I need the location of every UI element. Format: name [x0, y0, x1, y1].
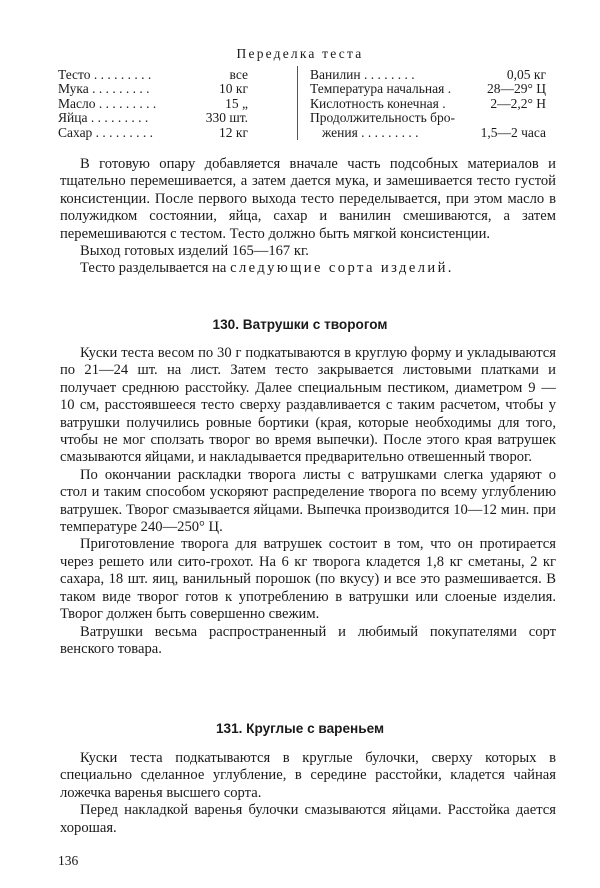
ingredient-row — [58, 111, 294, 125]
parameter-label: Ванилин . . . . . . . . — [310, 67, 415, 82]
ingredient-label: Сахар . . . . . . . . . — [58, 124, 154, 140]
ingredients-left-list — [58, 68, 294, 140]
section-131-body — [60, 750, 556, 837]
parameter-label: Продолжительность бро- — [310, 110, 455, 126]
parameter-row — [310, 82, 546, 96]
parameter-label: Температура начальная . — [310, 81, 452, 97]
ingredient-label: Яйца . . . . . . . . . — [58, 110, 149, 126]
varieties-line — [60, 260, 556, 277]
ingredient-value: 330 шт. — [205, 110, 248, 126]
parameter-value: 28—29° Ц — [486, 81, 546, 97]
ingredient-value: все — [229, 67, 248, 82]
ingredient-value: 10 кг — [219, 81, 248, 97]
ingredient-row — [58, 68, 294, 82]
yield-line: Выход готовых изделий 165—167 кг. — [80, 243, 309, 260]
ingredient-label: Мука . . . . . . . . . — [58, 81, 150, 97]
ingredient-value: 15 „ — [225, 95, 248, 111]
parameter-row — [310, 97, 546, 111]
section-130-paragraph: Куски теста весом по 30 г подкатываются в круглую форму и укладываются по 21—24 шт. на лист. Затем тесто закрывается листовыми платками и получает среднюю расстойку. Далее специальным пестиком, диаметром 9 — 10 см, расстоявшееся тесто сверху раздавливается с таким расчетом, чтобы у ватрушки получились ровные бортики (края, которые необходимы для того, чтобы не мог сползать творог во время выпечки). После этого края ватрушек смазываются яйцами, и накладывается предварительно отвешенный творог. — [60, 345, 556, 466]
parameter-row — [310, 126, 546, 140]
parameter-value: 2—2,2° Н — [490, 95, 546, 111]
intro-text — [60, 156, 556, 278]
section-130-paragraph: Ватрушки весьма распространенный и любимый покупателями сорт венского товара. — [60, 623, 556, 657]
section-130-paragraph: Приготовление творога для ватрушек состоит в том, что он протирается через решето или сито-грохот. На 6 кг творога кладется 1,8 кг сметаны, 2 кг сахара, 18 шт. яиц, ванильный порошок (по вкусу) и все это размешивается. В таком виде творог готов к употреблению в ватрушки или слоеные изделия. Творог должен быть совершенно свежим. — [60, 536, 556, 623]
page-number: 136 — [58, 853, 79, 868]
varieties-start: Тесто разделывается на — [80, 260, 227, 277]
header-title: Переделка теста — [236, 46, 364, 61]
ingredient-label: Масло . . . . . . . . . — [58, 95, 157, 111]
parameter-label: жения . . . . . . . . . — [322, 124, 419, 140]
parameter-row — [310, 111, 546, 125]
section-131-heading: 131. Круглые с вареньем — [215, 721, 385, 736]
ingredient-row — [58, 126, 294, 140]
section-131-paragraph: Перед накладкой варенья булочки смазываются яйцами. Расстойка дается хорошая. — [60, 802, 556, 836]
parameter-row — [310, 68, 546, 82]
intro-paragraph: В готовую опару добавляется вначале часть подсобных материалов и тщательно перемешивается, а затем дается мука, и замешивается тесто густой консистенции. После первого выхода тесто переделывается, при этом масло в полужидком состоянии, яйца, сахар и ванилин смешиваются, а затем перемешиваются с тестом. Тесто должно быть мягкой консистенции. — [60, 156, 556, 242]
section-131-paragraph: Куски теста подкатываются в круглые булочки, сверху которых в специально сделанное углубление, в середине расстойки, кладется чайная ложечка варенья высшего сорта. — [60, 750, 556, 801]
varieties-spaced: следующие сорта изделий. — [230, 260, 454, 277]
section-130-heading: 130. Ватрушки с творогом — [212, 317, 388, 332]
ingredients-right-list — [310, 68, 546, 140]
ingredient-row — [58, 97, 294, 111]
parameter-label: Кислотность конечная . — [310, 95, 446, 111]
section-130-body — [60, 345, 556, 658]
parameter-value: 1,5—2 часа — [480, 124, 546, 140]
ingredient-row — [58, 82, 294, 96]
section-130-paragraph: По окончании раскладки творога листы с ватрушками слегка ударяют о стол и таким способом ускоряют распределение творога по всему углублению ватрушек. Творог смазывается яйцами. Выпечка производится 10—12 мин. при температуре 240—250° Ц. — [60, 466, 556, 536]
ingredient-label: Тесто . . . . . . . . . — [58, 67, 152, 82]
ingredient-value: 12 кг — [219, 124, 248, 140]
column-divider — [297, 66, 298, 140]
parameter-value: 0,05 кг — [506, 67, 546, 82]
